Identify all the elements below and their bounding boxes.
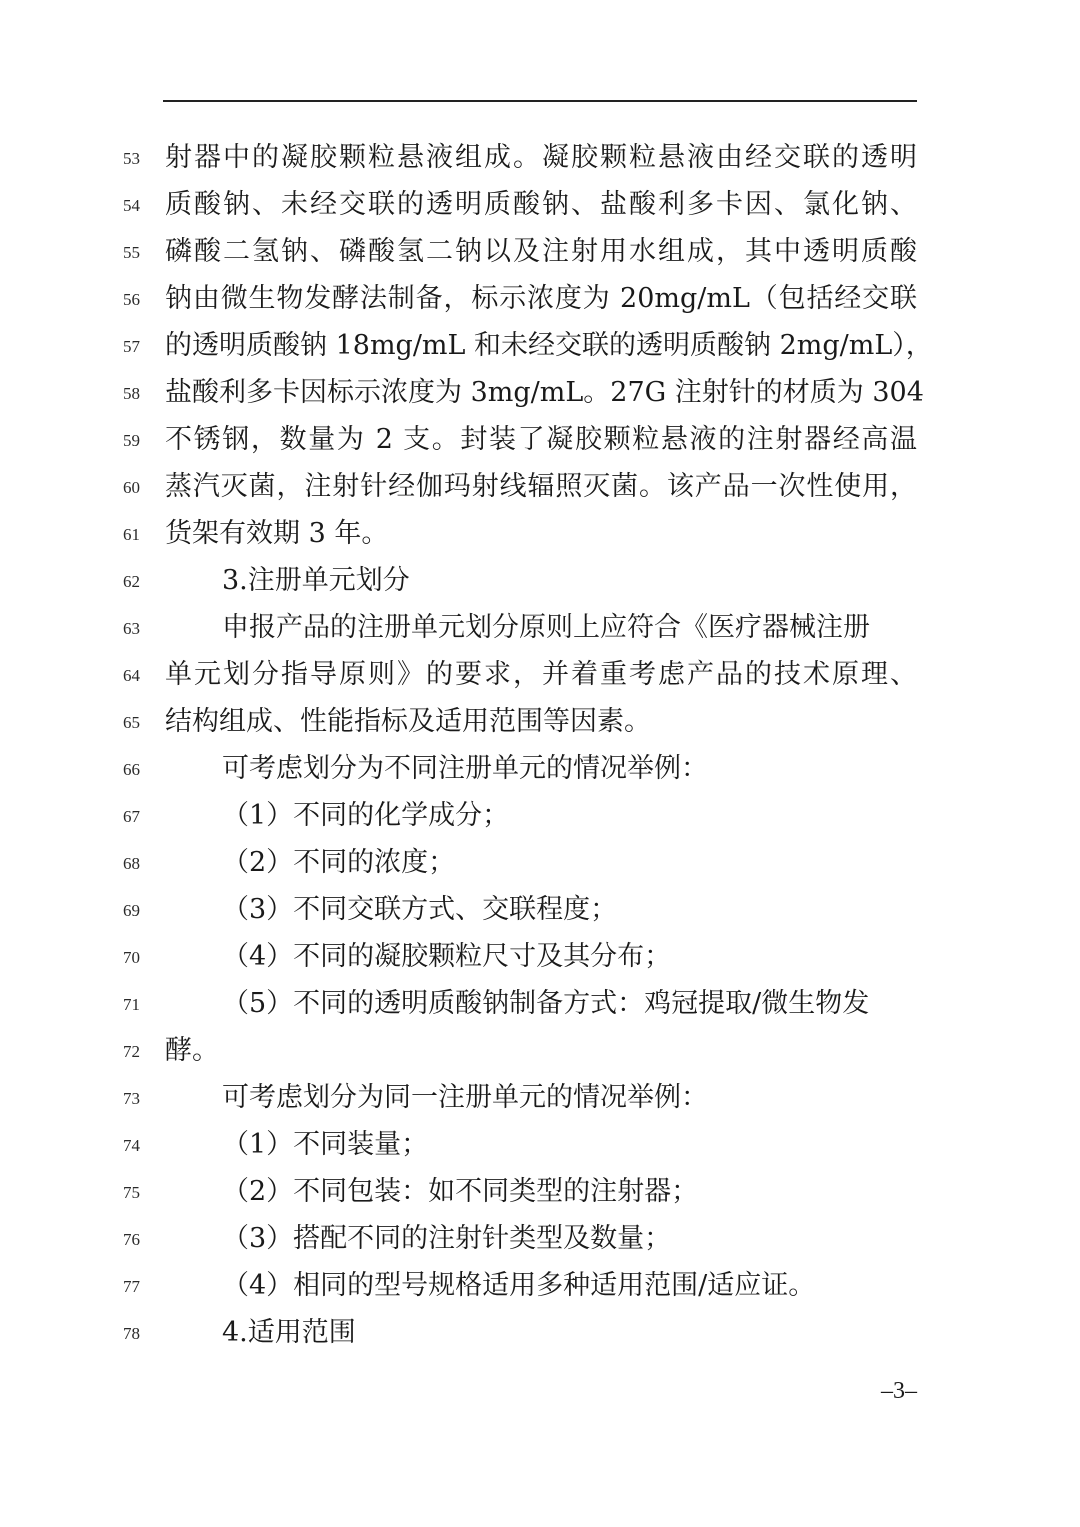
line-number: 77 (123, 1277, 140, 1296)
line-number: 63 (123, 619, 140, 638)
text-line (0, 417, 1080, 464)
text-line (0, 605, 1080, 652)
line-number: 56 (123, 290, 140, 309)
line-number: 60 (123, 478, 140, 497)
line-number: 64 (123, 666, 140, 685)
text-line (0, 182, 1080, 229)
text-line (0, 370, 1080, 417)
document-body (0, 135, 1080, 1357)
line-number: 72 (123, 1042, 140, 1061)
line-number: 57 (123, 337, 140, 356)
line-text: 货架有效期 3 年。 (165, 518, 389, 549)
list-item: （1）不同的化学成分； (222, 800, 510, 831)
line-number: 70 (123, 948, 140, 967)
line-text: 磷酸二氢钠、磷酸氢二钠以及注射用水组成，其中透明质酸 (165, 236, 917, 267)
list-item: （2）不同包装：如不同类型的注射器； (222, 1176, 699, 1207)
list-item: （3）不同交联方式、交联程度； (222, 894, 618, 925)
line-number: 75 (123, 1183, 140, 1202)
line-number: 59 (123, 431, 140, 450)
line-number: 66 (123, 760, 140, 779)
text-line (0, 1216, 1080, 1263)
text-line (0, 1075, 1080, 1122)
section-heading: 3.注册单元划分 (222, 565, 410, 596)
line-text: 可考虑划分为不同注册单元的情况举例： (222, 753, 708, 784)
line-number: 65 (123, 713, 140, 732)
list-item: （1）不同装量； (222, 1129, 429, 1160)
line-number: 69 (123, 901, 140, 920)
line-text: 射器中的凝胶颗粒悬液组成。凝胶颗粒悬液由经交联的透明 (165, 142, 917, 173)
text-line (0, 511, 1080, 558)
line-number: 53 (123, 149, 140, 168)
text-line (0, 746, 1080, 793)
text-line (0, 793, 1080, 840)
text-line (0, 229, 1080, 276)
text-line (0, 652, 1080, 699)
line-number: 61 (123, 525, 140, 544)
line-number: 78 (123, 1324, 140, 1343)
line-number: 73 (123, 1089, 140, 1108)
line-number: 54 (123, 196, 140, 215)
text-line (0, 699, 1080, 746)
line-text: 质酸钠、未经交联的透明质酸钠、盐酸利多卡因、氯化钠、 (165, 189, 917, 220)
text-line (0, 1263, 1080, 1310)
line-number: 76 (123, 1230, 140, 1249)
section-heading: 4.适用范围 (222, 1317, 356, 1348)
text-line (0, 1028, 1080, 1075)
line-text: 的透明质酸钠 18mg/mL 和未经交联的透明质酸钠 2mg/mL）， (165, 330, 933, 361)
line-text: 蒸汽灭菌，注射针经伽玛射线辐照灭菌。该产品一次性使用， (165, 471, 917, 502)
list-item: （5）不同的透明质酸钠制备方式：鸡冠提取/微生物发 (222, 988, 870, 1019)
line-number: 67 (123, 807, 140, 826)
header-rule (163, 100, 917, 102)
line-number: 58 (123, 384, 140, 403)
text-line (0, 558, 1080, 605)
line-text: 可考虑划分为同一注册单元的情况举例： (222, 1082, 708, 1113)
line-number: 74 (123, 1136, 140, 1155)
line-text: 酵。 (165, 1035, 219, 1066)
text-line (0, 981, 1080, 1028)
line-text: 单元划分指导原则》的要求，并着重考虑产品的技术原理、 (165, 659, 917, 690)
text-line (0, 934, 1080, 981)
line-number: 55 (123, 243, 140, 262)
line-text: 结构组成、性能指标及适用范围等因素。 (165, 706, 651, 737)
text-line (0, 1169, 1080, 1216)
list-item: （2）不同的浓度； (222, 847, 456, 878)
text-line (0, 323, 1080, 370)
list-item: （3）搭配不同的注射针类型及数量； (222, 1223, 672, 1254)
list-item: （4）不同的凝胶颗粒尺寸及其分布； (222, 941, 672, 972)
line-text: 盐酸利多卡因标示浓度为 3mg/mL。27G 注射针的材质为 304 (165, 377, 924, 408)
line-number: 68 (123, 854, 140, 873)
line-text: 申报产品的注册单元划分原则上应符合《医疗器械注册 (222, 612, 870, 643)
list-item: （4）相同的型号规格适用多种适用范围/适应证。 (222, 1270, 816, 1301)
line-text: 钠由微生物发酵法制备，标示浓度为 20mg/mL（包括经交联 (165, 283, 917, 314)
text-line (0, 1310, 1080, 1357)
line-number: 71 (123, 995, 140, 1014)
page-number: –3– (881, 1378, 917, 1404)
text-line (0, 887, 1080, 934)
text-line (0, 464, 1080, 511)
text-line (0, 1122, 1080, 1169)
text-line (0, 276, 1080, 323)
line-text: 不锈钢，数量为 2 支。封装了凝胶颗粒悬液的注射器经高温 (165, 424, 917, 455)
text-line (0, 840, 1080, 887)
line-number: 62 (123, 572, 140, 591)
text-line (0, 135, 1080, 182)
